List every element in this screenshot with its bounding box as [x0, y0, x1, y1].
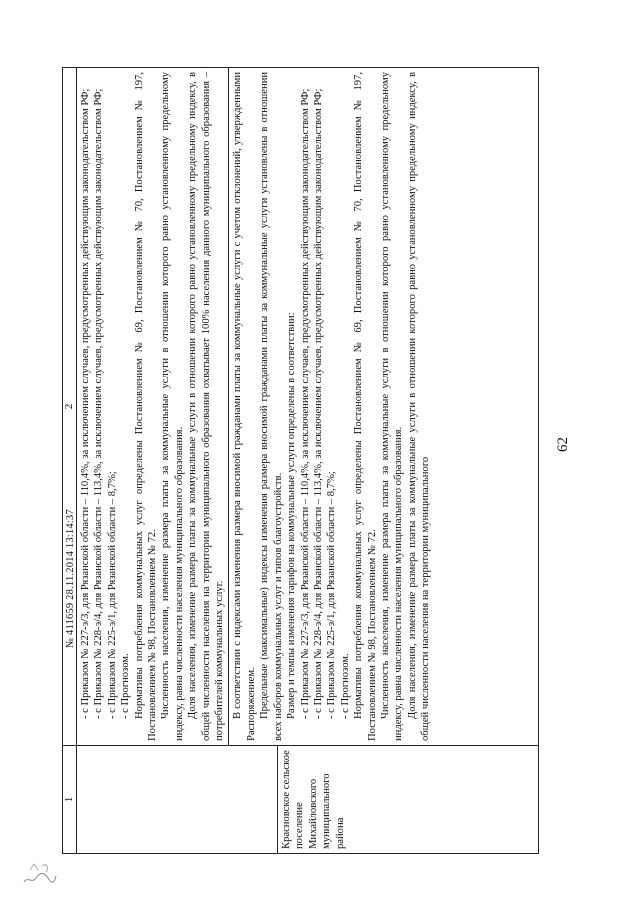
region-name: Красновское сельское поселение Михайловского муниципального района [281, 750, 346, 849]
paragraph: Численность населения, изменение размера платы за коммунальные услуги в отношении которого равно установленному предельному индексу, равна численности населения муниципального образования. [160, 72, 185, 741]
page-number: 62 [555, 437, 571, 452]
list-item: - с Приказом № 228-э/4, для Рязанской области – 113,4%, за исключением случаев, предусмотренных действующим законодательством РФ; [312, 88, 324, 719]
list-item: - с Приказом № 227-э/3, для Рязанской области – 110,4%, за исключением случаев, предусмотренных действующим законодательством РФ; [299, 88, 311, 719]
stamp-scribble-icon [20, 858, 60, 888]
paragraph: Предельные (максимальные) индексы изменения размера вносимой гражданами платы за коммунальные услуги установлены в отношении всех наборов коммунальных услуг и типов благоустройств. [259, 72, 284, 741]
list-item: - с Прогнозом. [339, 653, 351, 719]
paragraph: Нормативы потребления коммунальных услуг определены Постановлением № 69, Постановлением № 70, Постановлением № 197, Постановлением № 98, Постановлением № 72. [133, 72, 159, 741]
list-item: - с Приказом № 225-э/1, для Рязанской области – 8,7%; [326, 471, 338, 719]
list-item: - с Приказом № 228-э/4, для Рязанской области – 113,4%, за исключением случаев, предусмотренных действующим законодательством РФ; [93, 88, 105, 719]
header-col-2: 2 [63, 68, 77, 746]
paragraph: Доля населения, изменение размера платы за коммунальные услуги в отношении которого равно установленному предельному индексу, в общей численности населения на территории муниципального [406, 72, 432, 741]
header-col-1: 1 [63, 746, 77, 854]
table-header-row [63, 68, 77, 854]
paragraph: В соответствии с индексами изменения размера вносимой гражданами платы за коммунальные услуги с учетом отклонений, утвержденными Распоряжением. [232, 72, 257, 741]
rotated-table-wrapper [62, 68, 539, 854]
row-region-cell [77, 746, 539, 854]
list-item: - с Приказом № 225-э/1, для Рязанской области – 8,7%; [106, 471, 118, 719]
document-table [62, 67, 539, 854]
row-content-cell [77, 68, 539, 746]
list-item: - с Прогнозом. [120, 653, 132, 719]
paragraph: Размер и темпы изменения тарифов на коммунальные услуги определены в соответствии: [286, 312, 298, 719]
paragraph: Нормативы потребления коммунальных услуг определены Постановлением № 69, Постановлением № 70, Постановлением № 197, Постановлением № 98, Постановлением № 72. [353, 72, 378, 741]
paragraph: Доля населения, изменение размера платы за коммунальные услуги в отношении которого равно установленному предельному индексу, в общей численности населения на территории муниципального образования охватывает 100% населения данного муниципального образования – потребителей коммунальных услуг. [187, 72, 226, 741]
paragraph: Численность населения, изменение размера платы за коммунальные услуги в отношении которого равно установленному предельному индексу, равна численности населения муниципального образования. [379, 72, 405, 741]
list-item: - с Приказом № 227-э/3, для Рязанской области – 110,4%, за исключением случаев, предусмотренных действующим законодательством РФ; [80, 88, 91, 719]
table-row [77, 68, 539, 854]
stamp-text: № 411659 28.11.2014 13:14:37 [65, 509, 76, 648]
